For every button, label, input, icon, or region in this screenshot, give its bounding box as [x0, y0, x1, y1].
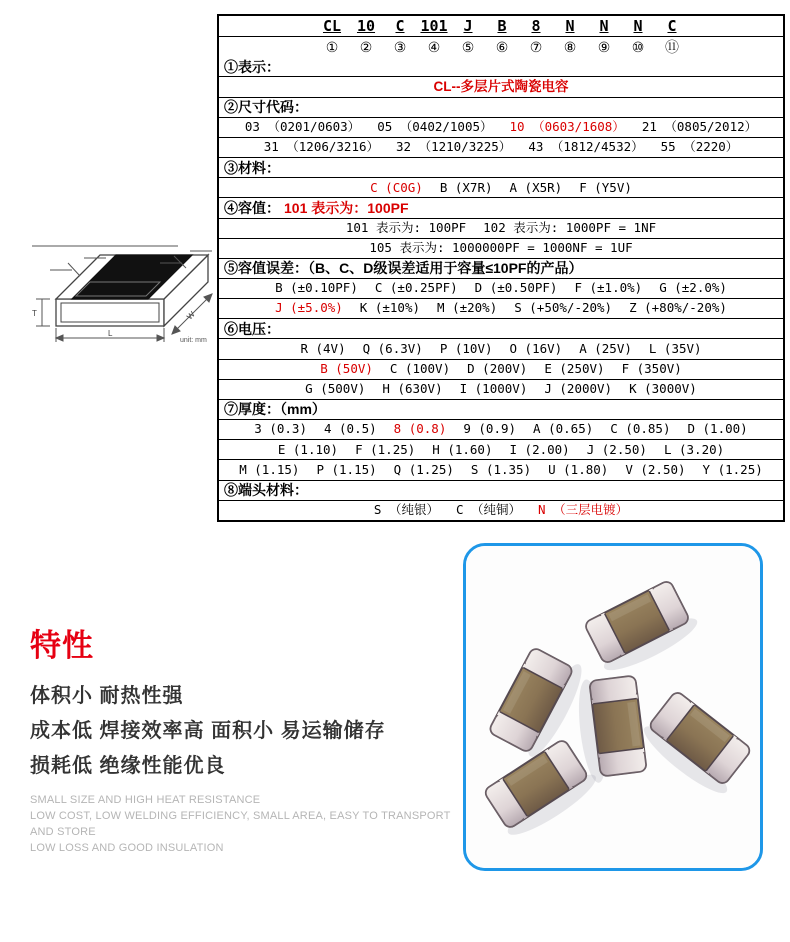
spec-value: K (3000V) [629, 381, 697, 397]
spec-value: H (1.60) [432, 441, 493, 457]
part-code-segment: C [395, 16, 405, 35]
spec-row [219, 439, 783, 459]
spec-value: Q (6.3V) [362, 340, 423, 356]
spec-value: 101 表示为: 100PF [345, 219, 467, 235]
spec-value: 43 （1812/4532） [528, 139, 644, 155]
spec-row [219, 137, 783, 157]
part-code-index: ③ [393, 39, 407, 56]
spec-value: 03 （0201/0603） [244, 119, 361, 135]
spec-value: N （三层电镀） [538, 502, 629, 518]
feature-line-en: LOW COST, LOW WELDING EFFICIENCY, SMALL AREA, EASY TO TRANSPORT AND STORE [30, 810, 451, 838]
spec-row [219, 278, 783, 298]
feature-line: 体积小 耐热性强 [30, 685, 184, 707]
spec-value: P (10V) [439, 340, 493, 356]
spec-row [219, 218, 783, 238]
spec-value: C (0.85) [610, 421, 671, 437]
spec-row [219, 480, 783, 500]
part-code-index: ⑤ [461, 39, 475, 56]
spec-value: U (1.80) [548, 461, 609, 477]
spec-value: C (100V) [389, 360, 451, 376]
spec-value: E (1.10) [277, 441, 339, 457]
spec-value: L (35V) [648, 340, 702, 356]
spec-row-label: ⑥电压： [224, 320, 280, 337]
part-code-segment: 8 [531, 16, 541, 35]
spec-value: 31 （1206/3216） [263, 139, 379, 155]
spec-row [219, 97, 783, 117]
mlcc-capacitors-photo [466, 546, 760, 868]
spec-row [219, 197, 783, 217]
spec-value: 4 (0.5) [323, 421, 377, 437]
spec-row-highlight: 101 表示为：100PF [284, 199, 409, 216]
spec-value: Q (1.25) [393, 461, 454, 477]
spec-value: P (1.15) [316, 461, 377, 477]
spec-value: F (350V) [621, 360, 682, 376]
spec-value: 3 (0.3) [254, 421, 307, 437]
spec-value: Z (+80%/-20%) [629, 300, 727, 316]
spec-value: 21 （0805/2012） [641, 119, 758, 135]
spec-value: B (X7R) [439, 179, 493, 195]
features-title: 特性 [30, 628, 94, 663]
product-photo-frame [463, 543, 763, 871]
spec-value: K (±10%) [359, 300, 421, 316]
spec-row [219, 379, 783, 399]
spec-value: A (25V) [579, 340, 632, 356]
spec-value: D (200V) [467, 360, 528, 376]
spec-row-label: ⑧端头材料： [224, 482, 308, 499]
spec-row-label: ③材料： [224, 159, 280, 176]
spec-value: 05 （0402/1005） [377, 119, 493, 135]
feature-line: 成本低 焊接效率高 面积小 易运输储存 [30, 720, 386, 742]
spec-row [219, 258, 783, 278]
part-code-index-row [219, 36, 783, 57]
part-code-index: ② [359, 39, 373, 56]
spec-value: F (±1.0%) [574, 280, 643, 296]
spec-value: A (X5R) [509, 179, 563, 195]
spec-value: C (±0.25PF) [374, 280, 458, 296]
spec-row [219, 419, 783, 439]
features-section [30, 620, 455, 856]
spec-row [219, 500, 783, 520]
part-code-segment: N [633, 16, 643, 35]
part-number-spec-table [217, 14, 785, 522]
spec-value: D (1.00) [687, 421, 748, 437]
spec-value: Y (1.25) [702, 461, 763, 477]
spec-row [219, 459, 783, 479]
part-code-segment: N [565, 16, 575, 35]
spec-value: B (±0.10PF) [275, 280, 358, 296]
spec-row [219, 157, 783, 177]
part-code-index: ⑩ [631, 39, 645, 56]
spec-row [219, 318, 783, 338]
spec-row-label: ②尺寸代码： [224, 99, 308, 116]
spec-value: V (2.50) [625, 461, 686, 477]
part-code-index: ⑦ [529, 39, 543, 56]
spec-value: C （纯铜） [455, 502, 522, 518]
dim-label-l: L [108, 329, 113, 338]
feature-line: 损耗低 绝缘性能优良 [30, 755, 226, 777]
spec-row-label: ⑦厚度：（mm） [224, 401, 326, 418]
part-code-index: ⑧ [563, 39, 577, 56]
part-code-segment: CL [322, 16, 342, 35]
spec-rows [219, 57, 783, 520]
spec-row [219, 338, 783, 358]
spec-value: G (500V) [305, 381, 366, 397]
spec-row [219, 57, 783, 76]
spec-row [219, 117, 783, 137]
spec-value: 102 表示为: 1000PF = 1NF [483, 219, 657, 235]
dim-label-w: W [185, 309, 197, 322]
spec-row-label: ④容值： [224, 199, 280, 216]
spec-value: 105 表示为: 1000000PF = 1000NF = 1UF [369, 239, 633, 255]
part-code-index: ⑪ [665, 39, 679, 56]
spec-row [219, 238, 783, 258]
spec-value: D (±0.50PF) [474, 280, 558, 296]
part-code-segment: 101 [420, 16, 448, 35]
spec-value: C (C0G) [370, 179, 423, 195]
spec-value: O (16V) [509, 340, 563, 356]
spec-value: F (Y5V) [579, 179, 632, 195]
spec-value: 10 （0603/1608） [509, 119, 625, 135]
spec-value: J (±5.0%) [275, 300, 343, 316]
part-code-segment: 10 [356, 16, 376, 35]
part-code-segment: C [667, 16, 677, 35]
part-code-index: ① [325, 39, 339, 56]
spec-value: E (250V) [544, 360, 605, 376]
spec-row-highlight: CL--多层片式陶瓷电容 [433, 79, 569, 95]
capacitor-dimension-drawing-icon [32, 206, 217, 346]
spec-row [219, 359, 783, 379]
feature-line-en: LOW LOSS AND GOOD INSULATION [30, 842, 224, 854]
spec-value: 32 （1210/3225） [396, 139, 512, 155]
spec-value: F (1.25) [355, 441, 416, 457]
spec-value: J (2000V) [544, 381, 613, 397]
spec-value: S (+50%/-20%) [514, 300, 613, 316]
spec-value: I (2.00) [509, 441, 570, 457]
part-code-index: ⑥ [495, 39, 509, 56]
spec-value: G (±2.0%) [659, 280, 727, 296]
features-en-lines [30, 792, 455, 856]
spec-value: H (630V) [382, 381, 443, 397]
dim-label-t: T [32, 309, 37, 318]
spec-value: M (1.15) [239, 461, 300, 477]
spec-value: 9 (0.9) [463, 421, 517, 437]
features-zh-lines [30, 679, 455, 784]
part-code-segment: J [463, 16, 473, 35]
part-code-row [219, 16, 783, 36]
spec-row-label: ⑤容值误差：（B、C、D级误差适用于容量≤10PF的产品） [224, 260, 583, 277]
spec-row [219, 399, 783, 419]
part-code-index: ⑨ [597, 39, 611, 56]
spec-value: 8 (0.8) [393, 421, 447, 437]
spec-value: A (0.65) [533, 421, 594, 437]
spec-row [219, 298, 783, 318]
spec-value: J (2.50) [586, 441, 647, 457]
spec-value: M (±20%) [437, 300, 498, 316]
spec-row [219, 177, 783, 197]
spec-value: R (4V) [300, 340, 346, 356]
spec-value: I (1000V) [459, 381, 528, 397]
part-code-index: ④ [427, 39, 441, 56]
spec-value: S (1.35) [470, 461, 532, 477]
feature-line-en: SMALL SIZE AND HIGH HEAT RESISTANCE [30, 794, 261, 806]
spec-value: 55 （2220） [660, 139, 739, 155]
unit-label: unit: mm [180, 337, 207, 344]
spec-row [219, 76, 783, 96]
part-code-segment: N [599, 16, 609, 35]
spec-value: S （纯银） [373, 502, 439, 518]
spec-value: L (3.20) [663, 441, 725, 457]
spec-value: B (50V) [320, 360, 373, 376]
spec-row-label: ①表示： [224, 58, 280, 75]
part-code-segment: B [497, 16, 507, 35]
